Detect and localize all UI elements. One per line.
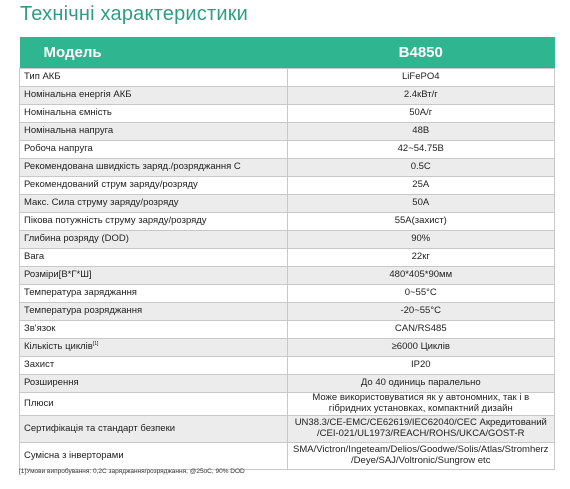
- table-row: [20, 141, 555, 159]
- table-row: [20, 303, 555, 321]
- table-row: [20, 416, 555, 443]
- row-param-nominal-energy: Номінальна енергія АКБ: [20, 87, 288, 105]
- row-value-protection: IP20: [287, 357, 555, 375]
- footnote-marker: [1]: [92, 341, 99, 348]
- row-value-peak-current: 55А(захист): [287, 213, 555, 231]
- row-value-depth-of-discharge: 90%: [287, 231, 555, 249]
- row-value-weight: 22кг: [287, 249, 555, 267]
- table-row: [20, 357, 555, 375]
- footnote: [1]Умови випробування: 0,2С заряджання/розряджання, @25oC, 90% DOD: [19, 468, 245, 475]
- table-row: [20, 267, 555, 285]
- row-value-charge-temperature: 0~55°C: [287, 285, 555, 303]
- row-value-advantages: Може використовуватися як у автономних, так і в гібридних установках, компактний дизайн: [287, 393, 555, 416]
- header-model-value: B4850: [287, 37, 555, 69]
- row-param-battery-type: Тип АКБ: [20, 69, 288, 87]
- row-value-compatible-inverters: SMA/Victron/Ingeteam/Delios/Goodwe/Solis/Atlas/Stromherz /Deye/SAJ/Voltronic/Sungrow etc: [287, 443, 555, 470]
- row-param-advantages: Плюси: [20, 393, 288, 416]
- page-title: Технічні характеристики: [20, 3, 249, 25]
- specifications-table: [19, 37, 555, 470]
- row-param-nominal-voltage: Номінальна напруга: [20, 123, 288, 141]
- row-value-communication: CAN/RS485: [287, 321, 555, 339]
- row-value-expansion: До 40 одиниць паралельно: [287, 375, 555, 393]
- table-row: [20, 69, 555, 87]
- table-row: [20, 231, 555, 249]
- table-row: [20, 339, 555, 357]
- table-row: [20, 177, 555, 195]
- table-row: [20, 87, 555, 105]
- row-param-discharge-temperature: Температура розряджання: [20, 303, 288, 321]
- table-row: [20, 249, 555, 267]
- row-value-cycle-count: ≥6000 Циклів: [287, 339, 555, 357]
- table-header-row: [20, 37, 555, 69]
- table-row: [20, 393, 555, 416]
- row-param-max-current: Макс. Сила струму заряду/розряду: [20, 195, 288, 213]
- table-row: [20, 285, 555, 303]
- row-param-peak-current: Пікова потужність струму заряду/розряду: [20, 213, 288, 231]
- row-param-protection: Захист: [20, 357, 288, 375]
- row-param-recommended-current: Рекомендований струм заряду/розряду: [20, 177, 288, 195]
- row-value-dimensions: 480*405*90мм: [287, 267, 555, 285]
- header-model-label: Модель: [20, 37, 288, 69]
- table-row: [20, 443, 555, 470]
- row-value-nominal-voltage: 48В: [287, 123, 555, 141]
- row-param-operating-voltage: Робоча напруга: [20, 141, 288, 159]
- row-value-max-current: 50А: [287, 195, 555, 213]
- row-param-charge-rate: Рекомендована швидкість заряд./розряджання С: [20, 159, 288, 177]
- row-value-nominal-capacity: 50А/г: [287, 105, 555, 123]
- row-param-certification: Сертифікація та стандарт безпеки: [20, 416, 288, 443]
- row-param-weight: Вага: [20, 249, 288, 267]
- row-param-nominal-capacity: Номінальна ємність: [20, 105, 288, 123]
- table-row: [20, 213, 555, 231]
- row-param-expansion: Розширення: [20, 375, 288, 393]
- table-row: [20, 375, 555, 393]
- table-row: [20, 321, 555, 339]
- row-value-nominal-energy: 2.4кВт/г: [287, 87, 555, 105]
- table-row: [20, 159, 555, 177]
- row-value-battery-type: LiFePO4: [287, 69, 555, 87]
- row-param-cycle-count: Кількість циклів: [24, 341, 93, 353]
- row-value-discharge-temperature: -20~55°C: [287, 303, 555, 321]
- row-param-communication: Зв'язок: [20, 321, 288, 339]
- row-value-recommended-current: 25А: [287, 177, 555, 195]
- row-value-certification: UN38.3/CE-EMC/CE62619/IEC62040/CEC Акредитований /CEI-021/UL1973/REACH/ROHS/UKCA/GOST-R: [287, 416, 555, 443]
- table-row: [20, 123, 555, 141]
- table-row: [20, 105, 555, 123]
- table-row: [20, 195, 555, 213]
- row-value-operating-voltage: 42~54.75В: [287, 141, 555, 159]
- row-param-cycle-count-cell: [20, 339, 288, 357]
- row-param-compatible-inverters: Сумісна з інверторами: [20, 443, 288, 470]
- row-param-dimensions: Розміри[В*Г*Ш]: [20, 267, 288, 285]
- row-param-depth-of-discharge: Глибина розряду (DOD): [20, 231, 288, 249]
- row-param-charge-temperature: Температура заряджання: [20, 285, 288, 303]
- row-value-charge-rate: 0.5С: [287, 159, 555, 177]
